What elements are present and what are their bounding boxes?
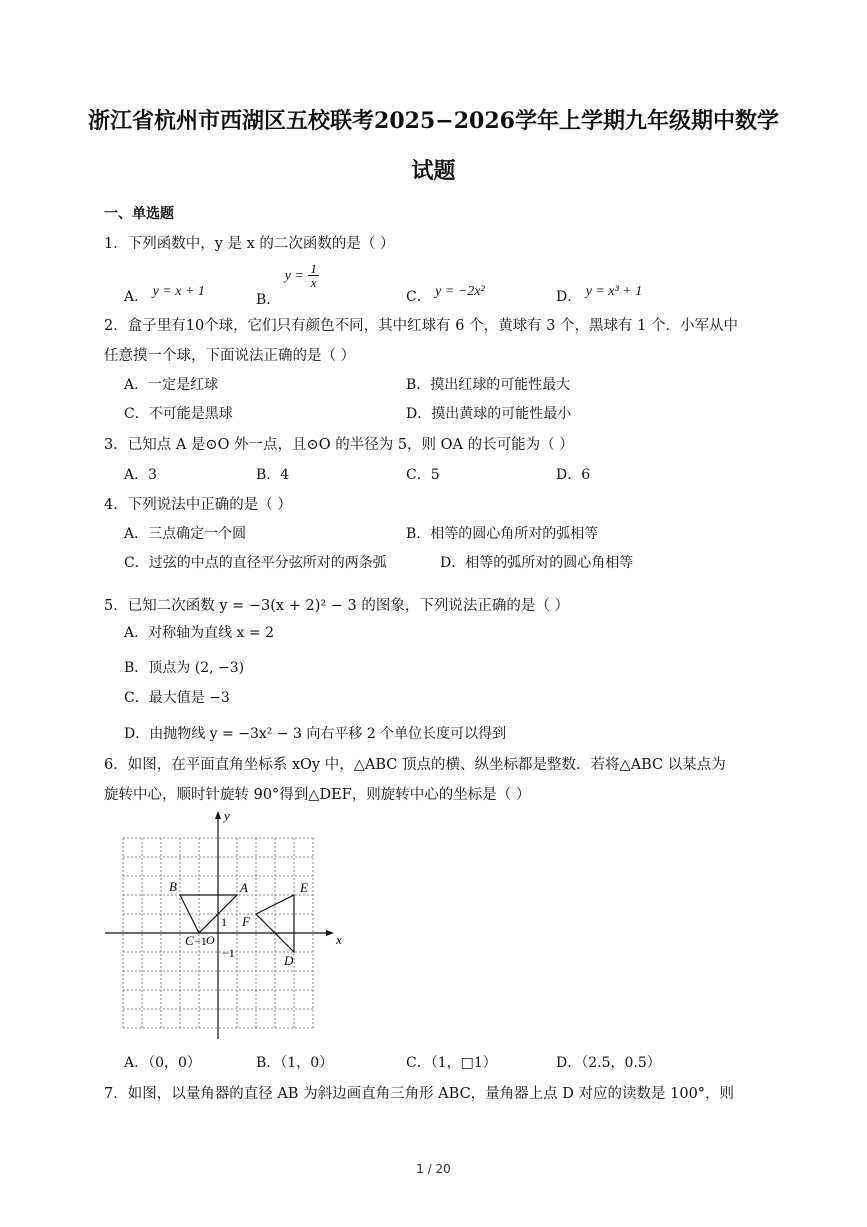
point-e-label: E bbox=[300, 880, 308, 895]
q2-option-b: B．摸出红球的可能性最大 bbox=[406, 377, 571, 393]
y-axis-arrow bbox=[215, 811, 221, 819]
q3-option-d: D．6 bbox=[556, 467, 591, 483]
q1-option-c-label: C． bbox=[406, 289, 431, 305]
document-title-line1: 浙江省杭州市西湖区五校联考2025−2026学年上学期九年级期中数学 bbox=[88, 108, 779, 134]
q3-option-a: A．3 bbox=[124, 467, 158, 483]
q4-option-b: B．相等的圆心角所对的弧相等 bbox=[406, 526, 599, 542]
x-axis-arrow bbox=[326, 930, 334, 936]
q1-option-a-expr: y = x + 1 bbox=[152, 284, 205, 299]
point-b-label: B bbox=[169, 879, 177, 894]
q1-option-b-fraction bbox=[308, 262, 319, 289]
question-6-stem-line1: 6．如图，在平面直角坐标系 xOy 中，△ABC 顶点的横、纵坐标都是整数．若将△ABC 以某点为 bbox=[104, 757, 726, 773]
q1-option-b-expr-left: y = bbox=[284, 268, 304, 284]
q3-option-c: C．5 bbox=[406, 467, 440, 483]
q4-option-d: D．相等的弧所对的圆心角相等 bbox=[440, 555, 634, 571]
q5-option-a: A．对称轴为直线 x = 2 bbox=[124, 625, 274, 641]
point-f-label: F bbox=[242, 914, 250, 929]
question-6-stem-line2: 旋转中心，顺时针旋转 90°得到△DEF，则旋转中心的坐标是（ ） bbox=[104, 787, 531, 803]
y-axis-label: y bbox=[224, 808, 230, 823]
q1-option-d-expr: y = x³ + 1 bbox=[585, 284, 643, 299]
q6-option-a: A．（0，0） bbox=[124, 1055, 201, 1071]
q6-option-c: C．（1，□1） bbox=[406, 1055, 497, 1071]
q1-option-d-label: D． bbox=[556, 289, 582, 305]
q1-option-b-label: B． bbox=[256, 291, 281, 308]
point-c-label: C bbox=[185, 933, 194, 948]
q5-option-d: D．由抛物线 y = −3x² − 3 向右平移 2 个单位长度可以得到 bbox=[124, 726, 507, 742]
fraction-numerator: 1 bbox=[310, 261, 317, 276]
question-7-stem: 7．如图，以量角器的直径 AB 为斜边画直角三角形 ABC，量角器上点 D 对应的读数是 100°，则 bbox=[104, 1086, 735, 1102]
fraction-denominator: x bbox=[310, 275, 317, 290]
page-number: 1 / 20 bbox=[416, 1162, 451, 1176]
q4-option-c: C．过弦的中点的直径平分弦所对的两条弧 bbox=[124, 555, 387, 571]
q1-option-c-expr: y = −2x² bbox=[435, 284, 485, 299]
q2-option-c: C．不可能是黑球 bbox=[124, 406, 233, 422]
axes bbox=[105, 811, 334, 1039]
question-2-stem-line1: 2．盒子里有10个球，它们只有颜色不同，其中红球有 6 个，黄球有 3 个，黑球有 1 个．小军从中 bbox=[104, 318, 739, 334]
q6-option-b: B．（1，0） bbox=[256, 1055, 334, 1071]
point-d-label: D bbox=[284, 953, 294, 968]
q4-option-a: A．三点确定一个圆 bbox=[124, 526, 247, 542]
question-3-stem: 3．已知点 A 是⊙O 外一点，且⊙O 的半径为 5，则 OA 的长可能为（ ） bbox=[104, 437, 574, 453]
q6-coordinate-figure bbox=[100, 806, 350, 1042]
q1-option-a-label: A． bbox=[124, 289, 149, 305]
question-4-stem: 4．下列说法中正确的是（ ） bbox=[104, 497, 292, 513]
q6-option-d: D．（2.5，0.5） bbox=[556, 1055, 661, 1071]
q1-option-c bbox=[406, 286, 485, 306]
q2-option-d: D．摸出黄球的可能性最小 bbox=[406, 406, 572, 422]
tick-label-x-neg1: −1 bbox=[194, 934, 207, 948]
section-heading: 一、单选题 bbox=[104, 206, 174, 222]
origin-label: O bbox=[206, 933, 215, 947]
tick-label-y-neg1: −1 bbox=[222, 946, 235, 960]
point-a-label: A bbox=[240, 880, 248, 895]
x-axis-label: x bbox=[336, 932, 342, 947]
q3-option-b: B．4 bbox=[256, 467, 290, 483]
q5-option-c: C．最大值是 −3 bbox=[124, 690, 230, 706]
q1-option-b bbox=[256, 261, 319, 308]
question-1-stem: 1．下列函数中，y 是 x 的二次函数的是（ ） bbox=[104, 236, 395, 252]
document-title-line2: 试题 bbox=[411, 158, 456, 184]
question-2-stem-line2: 任意摸一个球，下面说法正确的是（ ） bbox=[104, 348, 356, 364]
q1-option-d bbox=[556, 286, 642, 306]
q1-option-a bbox=[124, 286, 205, 306]
tick-label-y-1: 1 bbox=[221, 915, 227, 929]
q2-option-a: A．一定是红球 bbox=[124, 377, 219, 393]
q5-option-b: B．顶点为 (2, −3) bbox=[124, 660, 245, 676]
question-5-stem: 5．已知二次函数 y = −3(x + 2)² − 3 的图象，下列说法正确的是（ ） bbox=[104, 598, 569, 614]
